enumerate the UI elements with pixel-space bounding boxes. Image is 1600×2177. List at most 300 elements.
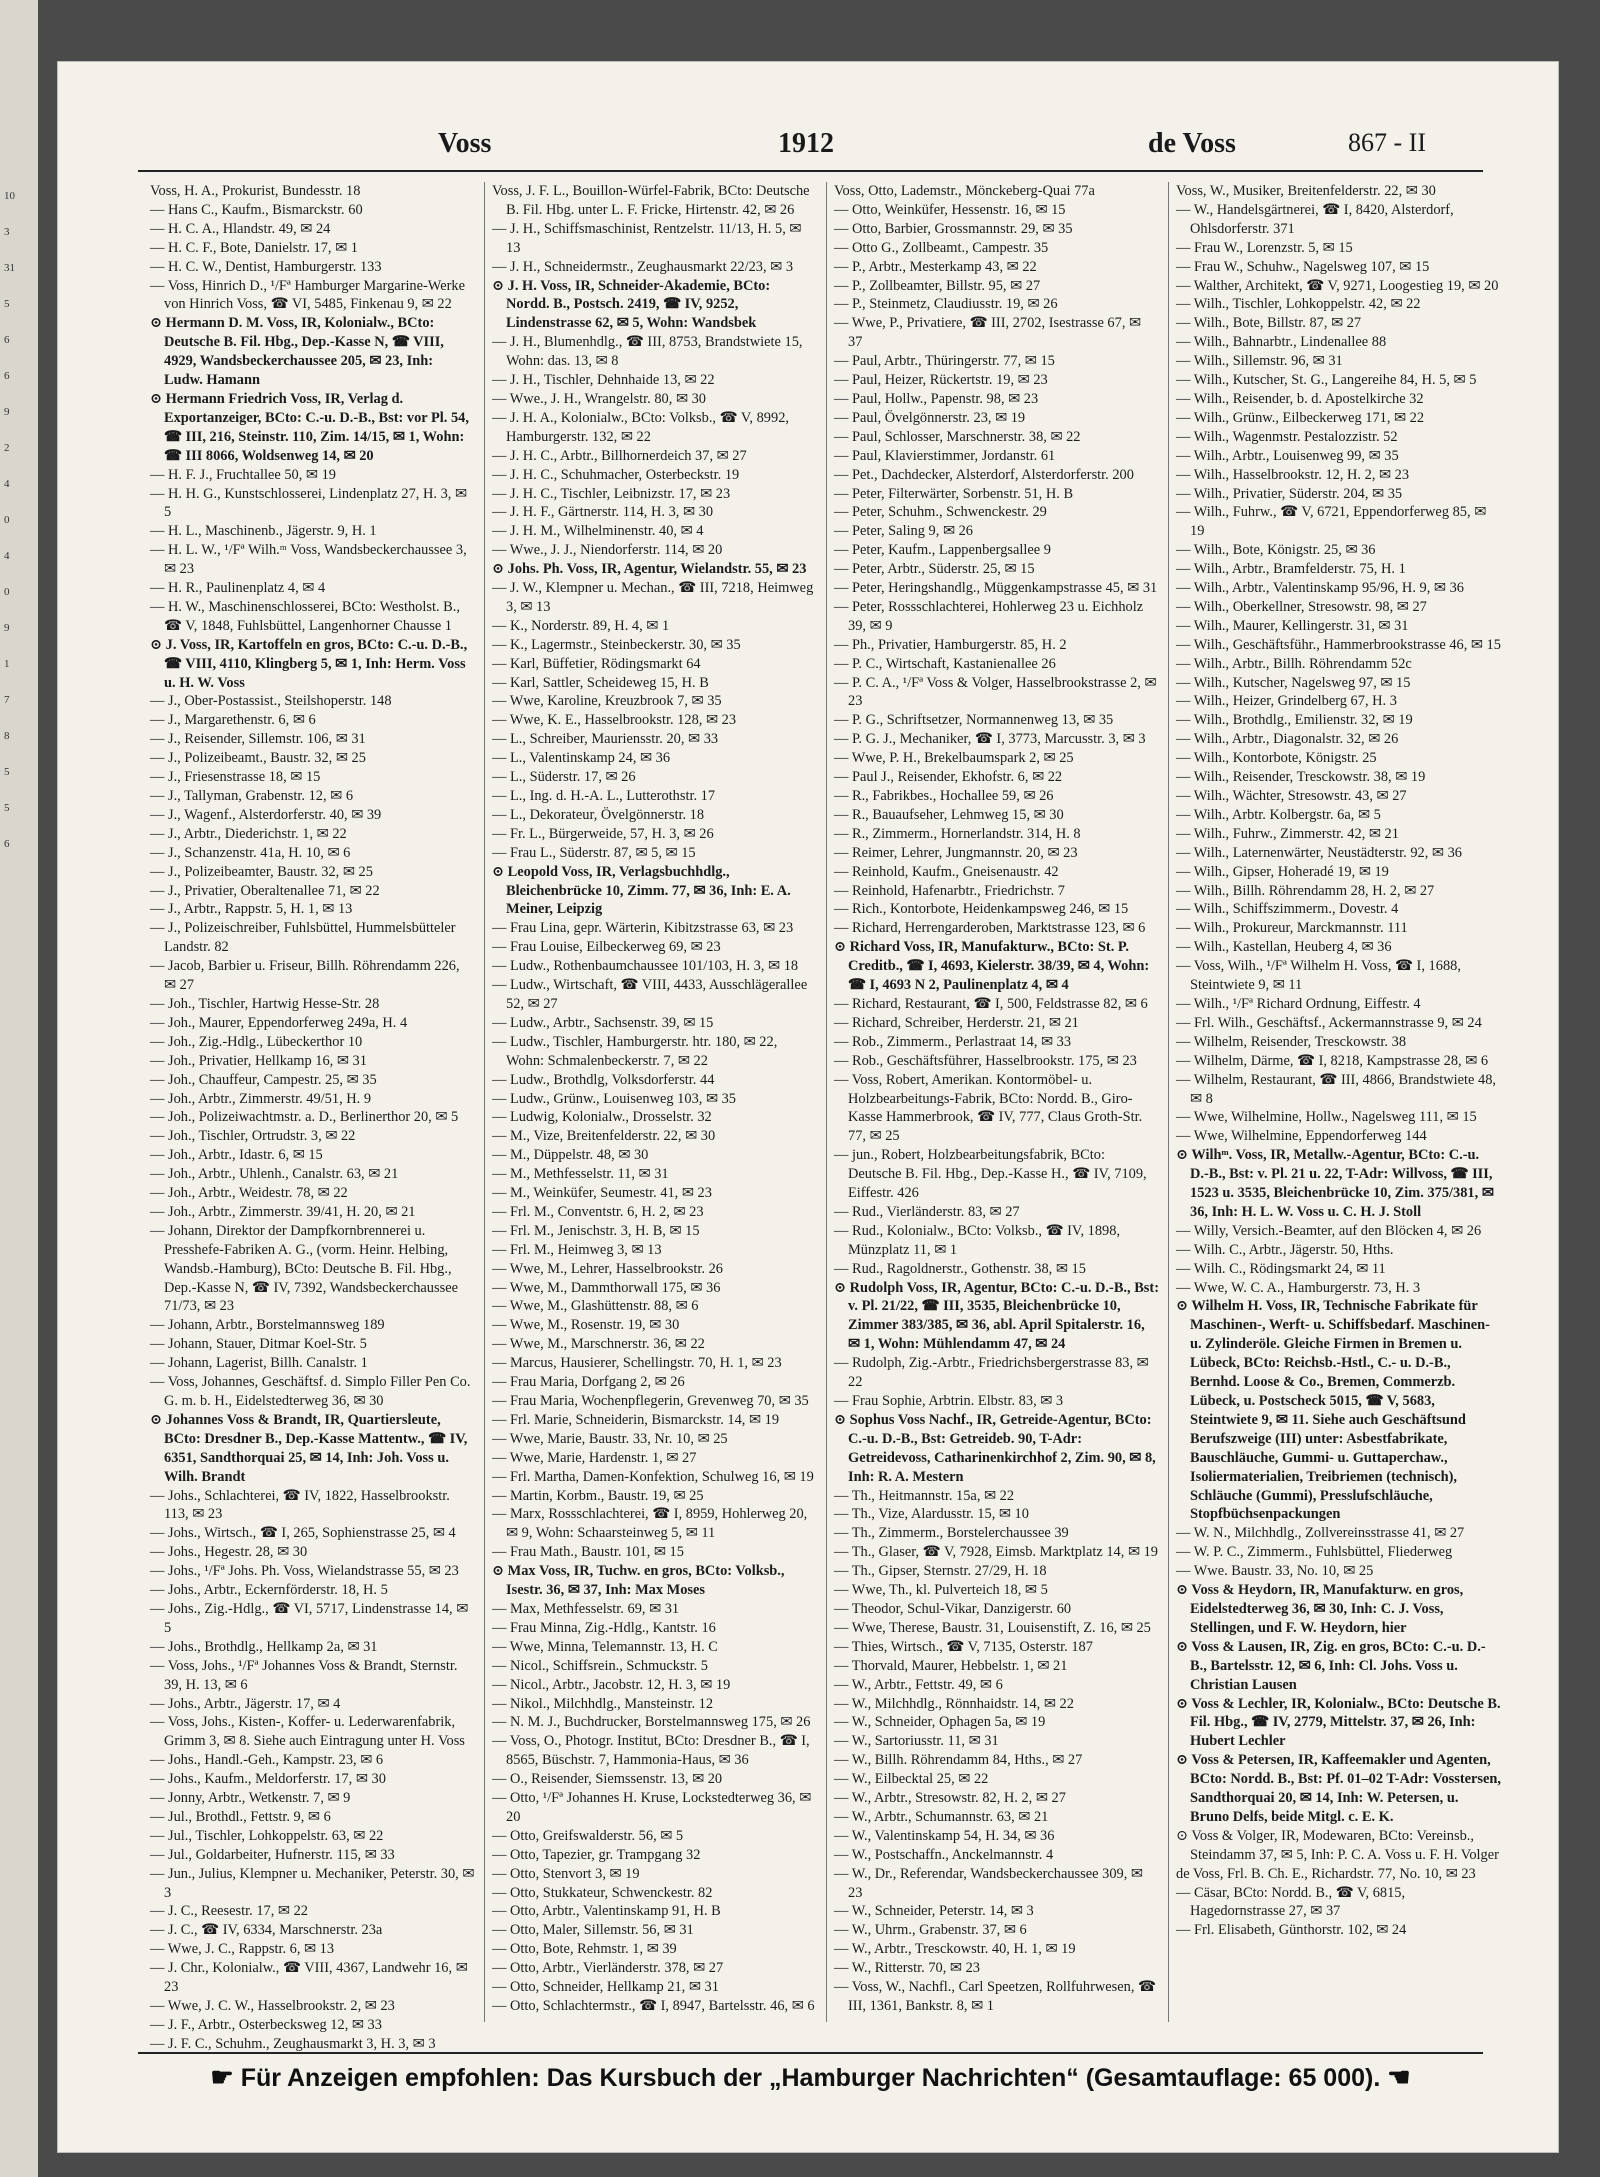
directory-entry: — J., Arbtr., Rappstr. 5, H. 1, ✉ 13 <box>150 901 353 918</box>
directory-entry: — W., Sartoriusstr. 11, ✉ 31 <box>834 1733 999 1750</box>
directory-entry: — Wilhelm, Restaurant, ☎ III, 4866, Brandstwiete 48, ✉ 8 <box>1176 1071 1497 1107</box>
directory-entry: — Voss, Hinrich D., ¹/Fª Hamburger Margarine-Werke von Hinrich Voss, ☎ VI, 5485, Finkenau 9, ✉ 22 <box>150 277 466 313</box>
directory-entry: — Johann, Stauer, Ditmar Koel-Str. 5 <box>150 1336 367 1353</box>
directory-entry: ⊙ Wilhᵐ. Voss, IR, Metallw.-Agentur, BCto: C.-u. D.-B., Bst: v. Pl. 21 u. 22, T-Adr: Willvoss, ☎ III, 1523 u. 3535, Bleichenbrücke 10, Zim. 375/381, ✉ 36, Inh: H. L. W. Voss u. C. H. J. Stoll <box>1176 1147 1494 1220</box>
directory-entry: — Wilh., Kontorbote, Königstr. 25 <box>1176 750 1377 767</box>
directory-entry: — Th., Zimmerm., Borstelerchaussee 39 <box>834 1525 1069 1542</box>
directory-entry: — Jonny, Arbtr., Wetkenstr. 7, ✉ 9 <box>150 1790 351 1807</box>
directory-entry: — J., Reisender, Sillemstr. 106, ✉ 31 <box>150 731 366 748</box>
directory-entry: — jun., Robert, Holzbearbeitungsfabrik, BCto: Deutsche B. Fil. Hbg., Dep.-Kasse H., ☎ IV, 7109, Eiffestr. 426 <box>834 1147 1147 1202</box>
directory-entry: — Frl. M., Conventstr. 6, H. 2, ✉ 23 <box>492 1203 704 1220</box>
directory-entry: — J. H., Schiffsmaschinist, Rentzelstr. 11/13, H. 5, ✉ 13 <box>492 220 802 256</box>
directory-entry: — Peter, Saling 9, ✉ 26 <box>834 523 973 540</box>
directory-entry: — Ludw., Wirtschaft, ☎ VIII, 4433, Ausschlägerallee 52, ✉ 27 <box>492 977 808 1012</box>
directory-entry: — J., Arbtr., Diederichstr. 1, ✉ 22 <box>150 825 347 842</box>
margin-number: 5 <box>4 298 10 310</box>
directory-entry: — Hans C., Kaufm., Bismarckstr. 60 <box>150 201 363 218</box>
directory-entry: — Th., Glaser, ☎ V, 7928, Eimsb. Marktplatz 14, ✉ 19 <box>834 1544 1158 1561</box>
directory-entry: — Joh., Arbtr., Uhlenh., Canalstr. 63, ✉ 21 <box>150 1166 399 1183</box>
directory-entry: — Wwe, Th., kl. Pulverteich 18, ✉ 5 <box>834 1582 1048 1599</box>
margin-number: 0 <box>4 586 10 598</box>
directory-entry: — Ludw., Brothdlg, Volksdorferstr. 44 <box>492 1071 715 1088</box>
directory-entry: — J. H., Schneidermstr., Zeughausmarkt 22/23, ✉ 3 <box>492 258 794 275</box>
directory-entry: — P., Zollbeamter, Billstr. 95, ✉ 27 <box>834 277 1041 294</box>
directory-entry: — Theodor, Schul-Vikar, Danzigerstr. 60 <box>834 1600 1072 1617</box>
directory-entry: — Richard, Schreiber, Herderstr. 21, ✉ 21 <box>834 1014 1079 1031</box>
directory-entry: — Wwe, P. H., Brekelbaumspark 2, ✉ 25 <box>834 750 1074 767</box>
directory-entry: — Ludw., Tischler, Hamburgerstr. htr. 180, ✉ 22, Wohn: Schmalenbeckerstr. 7, ✉ 22 <box>492 1033 778 1069</box>
directory-entry: — Johs., Handl.-Geh., Kampstr. 23, ✉ 6 <box>150 1752 384 1769</box>
directory-entry: — Voss, Johannes, Geschäftsf. d. Simplo Filler Pen Co. G. m. b. H., Eidelstedterweg 36, ✉ 30 <box>150 1374 471 1409</box>
margin-number: 6 <box>4 370 10 382</box>
directory-entry: — Jacob, Barbier u. Friseur, Billh. Röhrendamm 226, ✉ 27 <box>150 958 460 994</box>
directory-entry: — Thies, Wirtsch., ☎ V, 7135, Osterstr. 187 <box>834 1638 1093 1655</box>
directory-entry: — Nikol., Milchhdlg., Mansteinstr. 12 <box>492 1695 714 1712</box>
directory-entry: — Peter, Schuhm., Schwenckestr. 29 <box>834 504 1047 521</box>
directory-entry: — Wilh., Billh. Röhrendamm 28, H. 2, ✉ 27 <box>1176 882 1435 899</box>
directory-entry: — H. W., Maschinenschlosserei, BCto: Westholst. B., ☎ V, 1848, Fuhlsbüttel, Langenhorner Chausse 1 <box>150 598 460 634</box>
directory-entry: — Wwe, Wilhelmine, Eppendorferweg 144 <box>1176 1128 1427 1145</box>
directory-entry: — Frau Maria, Dorfgang 2, ✉ 26 <box>492 1374 685 1391</box>
directory-entry: — Frau Maria, Wochenpflegerin, Grevenweg 70, ✉ 35 <box>492 1393 809 1409</box>
directory-entry: — Otto, Stenvort 3, ✉ 19 <box>492 1865 640 1882</box>
directory-entry: — Th., Gipser, Sternstr. 27/29, H. 18 <box>834 1563 1047 1580</box>
directory-entry: — Frau Math., Baustr. 101, ✉ 15 <box>492 1544 684 1561</box>
directory-columns <box>150 182 1502 2052</box>
directory-entry: — Otto, Stukkateur, Schwenckestr. 82 <box>492 1884 713 1901</box>
directory-entry: — J. H. C., Schuhmacher, Osterbeckstr. 19 <box>492 466 740 483</box>
directory-entry: — Joh., Arbtr., Zimmerstr. 39/41, H. 20, ✉ 21 <box>150 1203 416 1220</box>
margin-number: 5 <box>4 802 10 814</box>
directory-entry: — H. C. F., Bote, Danielstr. 17, ✉ 1 <box>150 239 358 256</box>
directory-entry: — J. Chr., Kolonialw., ☎ VIII, 4367, Landwehr 16, ✉ 23 <box>150 1960 468 1996</box>
column-1 <box>150 182 475 2052</box>
directory-entry: — Johs., Kaufm., Meldorferstr. 17, ✉ 30 <box>150 1771 386 1788</box>
directory-entry: — Rich., Kontorbote, Heidenkampsweg 246, ✉ 15 <box>834 901 1129 918</box>
directory-entry: — Otto, Barbier, Grossmannstr. 29, ✉ 35 <box>834 220 1073 237</box>
directory-entry: — Wwe, M., Marschnerstr. 36, ✉ 22 <box>492 1336 705 1353</box>
directory-entry: — Wilh., Heizer, Grindelberg 67, H. 3 <box>1176 693 1397 710</box>
directory-entry: — P., Arbtr., Mesterkamp 43, ✉ 22 <box>834 258 1037 275</box>
directory-entry: — Joh., Zig.-Hdlg., Lübeckerthor 10 <box>150 1033 363 1050</box>
column-2 <box>492 182 817 2022</box>
margin-number: 31 <box>4 262 15 274</box>
directory-entry: — W., Billh. Röhrendamm 84, Hths., ✉ 27 <box>834 1752 1083 1769</box>
directory-entry: — Wilh., Arbtr., Diagonalstr. 32, ✉ 26 <box>1176 731 1399 748</box>
column-4 <box>1176 182 1501 2022</box>
directory-entry: — Wilh., Arbtr. Kolbergstr. 6a, ✉ 5 <box>1176 806 1381 823</box>
directory-entry: — J. F. C., Schuhm., Zeughausmarkt 3, H. 3, ✉ 3 <box>150 2035 436 2052</box>
directory-entry: — P. G. J., Mechaniker, ☎ I, 3773, Marcusstr. 3, ✉ 3 <box>834 731 1146 748</box>
directory-entry: — Otto, Schneider, Hellkamp 21, ✉ 31 <box>492 1979 719 1996</box>
directory-entry: — W., Schneider, Peterstr. 14, ✉ 3 <box>834 1903 1034 1920</box>
adjacent-page-margin <box>0 0 38 2177</box>
directory-entry: — Voss, Wilh., ¹/Fª Wilhelm H. Voss, ☎ I, 1688, Steintwiete 9, ✉ 11 <box>1176 958 1461 994</box>
directory-entry: ⊙ Leopold Voss, IR, Verlagsbuchhdlg., Bleichenbrücke 10, Zimm. 77, ✉ 36, Inh: E. A. Meiner, Leipzig <box>492 863 791 918</box>
directory-entry: — Joh., Polizeiwachtmstr. a. D., Berlinerthor 20, ✉ 5 <box>150 1109 459 1126</box>
directory-entry: — J. H. M., Wilhelminenstr. 40, ✉ 4 <box>492 523 704 540</box>
margin-number: 8 <box>4 730 10 742</box>
directory-entry: — Wilh., Laternenwärter, Neustädterstr. 92, ✉ 36 <box>1176 844 1462 861</box>
directory-entry: — R., Bauaufseher, Lehmweg 15, ✉ 30 <box>834 806 1064 823</box>
directory-entry: ⊙ Wilhelm H. Voss, IR, Technische Fabrikate für Maschinen-, Werft- u. Schiffsbedarf. Maschinen- u. Zylinderöle. Gleiche Firmen in Bremen u. Lübeck, BCto: Reichsb.-Hstl., C.- u. D.-B., Bernhd. Loose & Co., Bremen, Commerzb. Lübeck, u. Postscheck 5015, ☎ V, 5683, Steintwiete 9, ✉ 11. Siehe auch Geschäftsund Berufszweige (III) unter: Asbestfabrikate, Bauschläuche, Gummi- u. Guttaperchaw., Isoliermaterialien, Treibriemen (technisch), Schläuche (Gummi), Presslufschläuche, Stopfbüchsenpackungen <box>1176 1298 1490 1523</box>
directory-entry: — J., Wagenf., Alsterdorferstr. 40, ✉ 39 <box>150 806 382 823</box>
directory-entry: — Frl. M., Heimweg 3, ✉ 13 <box>492 1241 662 1258</box>
directory-entry: — Wwe. Baustr. 33, No. 10, ✉ 25 <box>1176 1563 1374 1580</box>
margin-number: 3 <box>4 226 10 238</box>
directory-entry: ⊙ Johannes Voss & Brandt, IR, Quartiersleute, BCto: Dresdner B., Dep.-Kasse Mattentw., ☎ IV, 6351, Sandthorquai 25, ✉ 14, Inh: Joh. Voss u. Wilh. Brandt <box>150 1411 468 1485</box>
directory-entry: — Wilh., Geschäftsführ., Hammerbrookstrasse 46, ✉ 15 <box>1176 636 1501 653</box>
directory-entry: — H. H. G., Kunstschlosserei, Lindenplatz 27, H. 3, ✉ 5 <box>150 485 468 521</box>
directory-entry: — Richard, Restaurant, ☎ I, 500, Feldstrasse 82, ✉ 6 <box>834 995 1148 1012</box>
directory-entry: — Paul J., Reisender, Ekhofstr. 6, ✉ 22 <box>834 769 1063 786</box>
directory-entry: — J., Friesenstrasse 18, ✉ 15 <box>150 769 321 786</box>
directory-entry: — Wwe, J. C., Rappstr. 6, ✉ 13 <box>150 1941 335 1958</box>
directory-entry: — Wilh., Oberkellner, Stresowstr. 98, ✉ 27 <box>1176 598 1427 615</box>
directory-entry: — Johs., Brothdlg., Hellkamp 2a, ✉ 31 <box>150 1638 378 1655</box>
directory-entry: — Wilh., ¹/Fª Richard Ordnung, Eiffestr. 4 <box>1176 995 1421 1012</box>
directory-entry: — Wwe, M., Lehrer, Hasselbrookstr. 26 <box>492 1260 723 1277</box>
directory-entry: — Johann, Lagerist, Billh. Canalstr. 1 <box>150 1355 368 1372</box>
directory-entry: — Paul, Arbtr., Thüringerstr. 77, ✉ 15 <box>834 353 1055 370</box>
page-number: 867 - II <box>1348 128 1426 157</box>
directory-entry: — J. H., Tischler, Dehnhaide 13, ✉ 22 <box>492 372 715 389</box>
directory-entry: — Thorvald, Maurer, Hebbelstr. 1, ✉ 21 <box>834 1657 1068 1674</box>
directory-entry: — Voss, Robert, Amerikan. Kontormöbel- u. Holzbearbeitungs-Fabrik, BCto: Nordd. B., Giro-Kasse Hammerbrook, ☎ IV, 777, Claus Groth-Str. 77, ✉ 25 <box>834 1071 1143 1145</box>
directory-entry: — Nicol., Arbtr., Jacobstr. 12, H. 3, ✉ 19 <box>492 1676 731 1693</box>
directory-entry: — J. H. C., Arbtr., Billhornerdeich 37, ✉ 27 <box>492 447 747 464</box>
advertisement-footer <box>138 2062 1483 2102</box>
directory-entry: — J. H. A., Kolonialw., BCto: Volksb., ☎ V, 8992, Hamburgerstr. 132, ✉ 22 <box>492 409 789 445</box>
directory-entry: — W. P. C., Zimmerm., Fuhlsbüttel, Fliederweg <box>1176 1544 1453 1561</box>
pointing-hand-right-icon: ☚ <box>1387 2062 1411 2092</box>
column-divider <box>484 182 485 2022</box>
directory-entry: — Voss, Johs., ¹/Fª Johannes Voss & Brandt, Sternstr. 39, H. 13, ✉ 6 <box>150 1657 458 1693</box>
directory-entry: — W., Schneider, Ophagen 5a, ✉ 19 <box>834 1714 1046 1731</box>
margin-number: 1 <box>4 658 10 670</box>
directory-entry: — J., Tallyman, Grabenstr. 12, ✉ 6 <box>150 788 354 804</box>
directory-entry: — Ludw., Rothenbaumchaussee 101/103, H. 3, ✉ 18 <box>492 958 799 975</box>
directory-entry: — Marx, Rossschlachterei, ☎ I, 8959, Hohlerweg 20, ✉ 9, Wohn: Schaarsteinweg 5, ✉ 11 <box>492 1506 808 1542</box>
directory-entry: — Wilh., Arbtr., Bramfelderstr. 75, H. 1 <box>1176 561 1406 578</box>
directory-entry: — Voss, Johs., Kisten-, Koffer- u. Lederwarenfabrik, Grimm 3, ✉ 8. Siehe auch Eintragung unter H. Voss <box>150 1714 465 1750</box>
directory-entry: — Wilh. C., Arbtr., Jägerstr. 50, Hths. <box>1176 1241 1394 1258</box>
directory-entry: — J., Ober-Postassist., Steilshoperstr. 148 <box>150 693 392 710</box>
directory-entry: — Wwe, Wilhelmine, Hollw., Nagelsweg 111, ✉ 15 <box>1176 1109 1477 1126</box>
directory-entry: — Otto, Arbtr., Vierländerstr. 378, ✉ 27 <box>492 1960 724 1977</box>
directory-entry: — Frau Lina, gepr. Wärterin, Kibitzstrasse 63, ✉ 23 <box>492 920 794 937</box>
directory-entry: — Wilh., Fuhrw., Zimmerstr. 42, ✉ 21 <box>1176 825 1399 842</box>
directory-entry: — Wwe, W. C. A., Hamburgerstr. 73, H. 3 <box>1176 1279 1421 1296</box>
margin-number: 9 <box>4 622 10 634</box>
directory-entry: — Frau L., Süderstr. 87, ✉ 5, ✉ 15 <box>492 844 696 861</box>
directory-entry: — Rud., Vierländerstr. 83, ✉ 27 <box>834 1203 1020 1220</box>
directory-entry: — Walther, Architekt, ☎ V, 9271, Loogestieg 19, ✉ 20 <box>1176 277 1499 294</box>
directory-entry: — W., Uhrm., Grabenstr. 37, ✉ 6 <box>834 1922 1027 1939</box>
directory-entry: ⊙ Sophus Voss Nachf., IR, Getreide-Agentur, BCto: C.-u. D.-B., Bst: Getreideb. 90, T-Adr: Getreidevoss, Catharinenkirchhof 2, Zim. 90, ✉ 8, Inh: R. A. Mestern <box>834 1411 1156 1485</box>
directory-entry: — Richard, Herrengarderoben, Marktstrasse 123, ✉ 6 <box>834 920 1146 937</box>
directory-entry: — Joh., Maurer, Eppendorferweg 249a, H. 4 <box>150 1014 408 1031</box>
directory-entry: — Peter, Heringshandlg., Müggenkampstrasse 45, ✉ 31 <box>834 580 1158 597</box>
directory-entry: — Wilh., Kutscher, Nagelsweg 97, ✉ 15 <box>1176 674 1411 691</box>
directory-entry: — R., Fabrikbes., Hochallee 59, ✉ 26 <box>834 788 1054 804</box>
directory-entry: — Wilh., Schiffszimmerm., Dovestr. 4 <box>1176 901 1399 918</box>
directory-entry: — Wilh., Arbtr., Louisenweg 99, ✉ 35 <box>1176 447 1399 464</box>
directory-entry: — Wilh., Bote, Billstr. 87, ✉ 27 <box>1176 315 1362 332</box>
directory-entry: — Otto, Bote, Rehmstr. 1, ✉ 39 <box>492 1941 677 1958</box>
directory-entry: — Rudolph, Zig.-Arbtr., Friedrichsbergerstrasse 83, ✉ 22 <box>834 1355 1149 1391</box>
directory-entry: — L., Schreiber, Mauriensstr. 20, ✉ 33 <box>492 731 719 748</box>
directory-entry: — K., Lagermstr., Steinbeckerstr. 30, ✉ 35 <box>492 636 741 653</box>
directory-entry: — J. W., Klempner u. Mechan., ☎ III, 7218, Heimweg 3, ✉ 13 <box>492 580 814 615</box>
directory-entry: — Joh., Privatier, Hellkamp 16, ✉ 31 <box>150 1052 367 1069</box>
directory-entry: — Voss, W., Nachfl., Carl Speetzen, Rollfuhrwesen, ☎ III, 1361, Bankstr. 8, ✉ 1 <box>834 1979 1156 2014</box>
directory-entry: — Ph., Privatier, Hamburgerstr. 85, H. 2 <box>834 636 1067 653</box>
directory-entry: — Wilh., Bote, Königstr. 25, ✉ 36 <box>1176 542 1376 559</box>
directory-entry: — Wilh. C., Rödingsmarkt 24, ✉ 11 <box>1176 1260 1386 1277</box>
directory-entry: — Joh., Arbtr., Weidestr. 78, ✉ 22 <box>150 1185 348 1202</box>
directory-entry: — Wwe, M., Rosenstr. 19, ✉ 30 <box>492 1317 680 1334</box>
directory-entry: — Wilh., Gipser, Hoheradé 19, ✉ 19 <box>1176 863 1389 880</box>
directory-entry: — Jul., Goldarbeiter, Hufnerstr. 115, ✉ 33 <box>150 1846 395 1863</box>
directory-entry: — Wilh., Reisender, b. d. Apostelkirche 32 <box>1176 390 1424 407</box>
directory-entry: — P. C. A., ¹/Fª Voss & Volger, Hasselbrookstrasse 2, ✉ 23 <box>834 674 1157 710</box>
directory-entry: — W., Arbtr., Tresckowstr. 40, H. 1, ✉ 19 <box>834 1941 1076 1958</box>
directory-entry: — Frl. Elisabeth, Günthorstr. 102, ✉ 24 <box>1176 1922 1407 1939</box>
directory-entry: — Wilh., Arbtr., Valentinskamp 95/96, H. 9, ✉ 36 <box>1176 580 1464 597</box>
directory-entry: — Wwe, Karoline, Kreuzbrook 7, ✉ 35 <box>492 693 722 710</box>
directory-entry: — Karl, Büffetier, Rödingsmarkt 64 <box>492 655 701 672</box>
directory-entry: — Rob., Zimmerm., Perlastraat 14, ✉ 33 <box>834 1033 1072 1050</box>
directory-entry: ⊙ Rudolph Voss, IR, Agentur, BCto: C.-u. D.-B., Bst: v. Pl. 21/22, ☎ III, 3535, Bleichenbrücke 10, Zimmer 383/385, ✉ 36, abl. April Spitalerstr. 16, ✉ 1, Wohn: Mühlendamm 47, ✉ 24 <box>834 1279 1159 1353</box>
directory-entry: — Frl. Marie, Schneiderin, Bismarckstr. 14, ✉ 19 <box>492 1411 780 1428</box>
directory-entry: — L., Süderstr. 17, ✉ 26 <box>492 769 636 786</box>
directory-entry: — W., Eilbecktal 25, ✉ 22 <box>834 1771 989 1788</box>
directory-entry: ⊙ Voss & Lausen, IR, Zig. en gros, BCto: C.-u. D.-B., Bartelsstr. 12, ✉ 6, Inh: Cl. Johs. Voss u. Christian Lausen <box>1176 1638 1486 1693</box>
directory-entry: — Otto, Schlachtermstr., ☎ I, 8947, Bartelsstr. 46, ✉ 6 <box>492 1998 815 2014</box>
directory-entry: ⊙ Voss & Heydorn, IR, Manufakturw. en gros, Eidelstedterweg 36, ✉ 30, Inh: C. J. Voss, Stellingen, und F. W. Heydorn, hier <box>1176 1582 1464 1636</box>
directory-entry: — Nicol., Schiffsrein., Schmuckstr. 5 <box>492 1657 708 1674</box>
directory-entry: — M., Weinküfer, Seumestr. 41, ✉ 23 <box>492 1185 712 1202</box>
pointing-hand-left-icon: ☛ <box>210 2062 234 2092</box>
directory-entry: — W., Arbtr., Fettstr. 49, ✉ 6 <box>834 1676 1003 1693</box>
directory-entry: — Frau Minna, Zig.-Hdlg., Kantstr. 16 <box>492 1619 716 1636</box>
directory-entry: — Otto, Weinküfer, Hessenstr. 16, ✉ 15 <box>834 201 1066 218</box>
directory-entry: — Wilh., Kutscher, St. G., Langereihe 84, H. 5, ✉ 5 <box>1176 372 1477 389</box>
directory-entry: — Wilh., Reisender, Tresckowstr. 38, ✉ 19 <box>1176 769 1426 786</box>
directory-entry: — Jul., Tischler, Lohkoppelstr. 63, ✉ 22 <box>150 1827 384 1844</box>
directory-entry: Voss, H. A., Prokurist, Bundesstr. 18 <box>150 183 361 199</box>
directory-entry: — Karl, Sattler, Scheideweg 15, H. B <box>492 674 709 691</box>
margin-number: 6 <box>4 838 10 850</box>
header-left-keyword: Voss <box>438 128 492 159</box>
directory-entry: — Joh., Chauffeur, Campestr. 25, ✉ 35 <box>150 1071 377 1088</box>
directory-entry: — Joh., Arbtr., Idastr. 6, ✉ 15 <box>150 1147 323 1164</box>
directory-entry: — Peter, Arbtr., Süderstr. 25, ✉ 15 <box>834 561 1035 578</box>
directory-entry: — Martin, Korbm., Baustr. 19, ✉ 25 <box>492 1487 704 1504</box>
directory-entry: — Wwe, M., Glashüttenstr. 88, ✉ 6 <box>492 1298 699 1315</box>
directory-entry: — Paul, Övelgönnerstr. 23, ✉ 19 <box>834 409 1026 426</box>
directory-entry: ⊙ J. Voss, IR, Kartoffeln en gros, BCto: C.-u. D.-B., ☎ VIII, 4110, Klingberg 5, ✉ 1, Inh: Herm. Voss u. H. W. Voss <box>150 636 468 691</box>
margin-number: 0 <box>4 514 10 526</box>
directory-entry: — W., Valentinskamp 54, H. 34, ✉ 36 <box>834 1827 1055 1844</box>
directory-entry: — Marcus, Hausierer, Schellingstr. 70, H. 1, ✉ 23 <box>492 1355 782 1372</box>
directory-entry: — J., Polizeibeamt., Baustr. 32, ✉ 25 <box>150 750 366 767</box>
directory-entry: — Wilh., Arbtr., Billh. Röhrendamm 52c <box>1176 655 1412 672</box>
directory-entry: — J., Privatier, Oberaltenallee 71, ✉ 22 <box>150 882 380 899</box>
margin-number: 6 <box>4 334 10 346</box>
directory-entry: — Paul, Klavierstimmer, Jordanstr. 61 <box>834 447 1056 464</box>
directory-entry: — Wwe, Marie, Hardenstr. 1, ✉ 27 <box>492 1449 697 1466</box>
directory-entry: — Wilhelm, Därme, ☎ I, 8218, Kampstrasse 28, ✉ 6 <box>1176 1052 1489 1069</box>
directory-entry: — Frau Louise, Eilbeckerweg 69, ✉ 23 <box>492 939 721 956</box>
directory-entry: — Johann, Arbtr., Borstelmannsweg 189 <box>150 1317 385 1334</box>
directory-entry: — Wilhelm, Reisender, Tresckowstr. 38 <box>1176 1033 1407 1050</box>
directory-entry: ⊙ Johs. Ph. Voss, IR, Agentur, Wielandstr. 55, ✉ 23 <box>492 561 807 578</box>
directory-entry: — Wwe, Minna, Telemannstr. 13, H. C <box>492 1638 718 1655</box>
directory-entry: — W., Postschaffn., Anckelmannstr. 4 <box>834 1846 1054 1863</box>
directory-entry: — Voss, O., Photogr. Institut, BCto: Dresdner B., ☎ I, 8565, Büschstr. 7, Hammonia-Haus, ✉ 36 <box>492 1733 810 1769</box>
directory-entry: — Pet., Dachdecker, Alsterdorf, Alsterdorferstr. 200 <box>834 466 1134 483</box>
directory-entry: — M., Düppelstr. 48, ✉ 30 <box>492 1147 649 1164</box>
directory-entry: — R., Zimmerm., Hornerlandstr. 314, H. 8 <box>834 825 1081 842</box>
margin-number: 2 <box>4 442 10 454</box>
directory-entry: — Wilh., Wächter, Stresowstr. 43, ✉ 27 <box>1176 788 1407 804</box>
directory-entry: — Wilh., Bahnarbtr., Lindenallee 88 <box>1176 334 1387 351</box>
directory-entry: ⊙ Voss & Volger, IR, Modewaren, BCto: Vereinsb., Steindamm 37, ✉ 5, Inh: P. C. A. Voss u. F. H. Volger <box>1176 1827 1499 1863</box>
directory-entry: — M., Vize, Breitenfelderstr. 22, ✉ 30 <box>492 1128 716 1145</box>
directory-entry: — H. F. J., Fruchtallee 50, ✉ 19 <box>150 466 336 483</box>
margin-number: 7 <box>4 694 10 706</box>
directory-entry: — Johs., Zig.-Hdlg., ☎ VI, 5717, Lindenstrasse 14, ✉ 5 <box>150 1600 469 1636</box>
directory-entry: — J. C., Reesestr. 17, ✉ 22 <box>150 1903 308 1920</box>
directory-entry: — Wwe, J. C. W., Hasselbrookstr. 2, ✉ 23 <box>150 1998 395 2014</box>
directory-entry: — Reinhold, Kaufm., Gneisenaustr. 42 <box>834 863 1059 880</box>
directory-entry: — Rob., Geschäftsführer, Hasselbrookstr. 175, ✉ 23 <box>834 1052 1137 1069</box>
margin-number: 9 <box>4 406 10 418</box>
directory-entry: — Reinhold, Hafenarbtr., Friedrichstr. 7 <box>834 882 1066 899</box>
directory-entry: — J. H. F., Gärtnerstr. 114, H. 3, ✉ 30 <box>492 504 714 521</box>
directory-entry: — Wwe, Marie, Baustr. 33, Nr. 10, ✉ 25 <box>492 1430 728 1447</box>
directory-entry: — Johs., ¹/Fª Johs. Ph. Voss, Wielandstrasse 55, ✉ 23 <box>150 1563 459 1580</box>
directory-entry: — Otto, Maler, Sillemstr. 56, ✉ 31 <box>492 1922 694 1939</box>
directory-entry: — J., Schanzenstr. 41a, H. 10, ✉ 6 <box>150 844 351 861</box>
directory-entry: — Johs., Arbtr., Eckernförderstr. 18, H. 5 <box>150 1582 388 1599</box>
directory-entry: — Jun., Julius, Klempner u. Mechaniker, Peterstr. 30, ✉ 3 <box>150 1865 475 1901</box>
directory-entry: — Reimer, Lehrer, Jungmannstr. 20, ✉ 23 <box>834 844 1078 861</box>
directory-entry: — Wwe, M., Dammthorwall 175, ✉ 36 <box>492 1279 721 1296</box>
directory-entry: — Otto, Arbtr., Valentinskamp 91, H. B <box>492 1903 721 1920</box>
directory-entry: — H. L., Maschinenb., Jägerstr. 9, H. 1 <box>150 523 377 540</box>
directory-entry: — H. C. W., Dentist, Hamburgerstr. 133 <box>150 258 382 275</box>
directory-entry: — Wilh., Brothdlg., Emilienstr. 32, ✉ 19 <box>1176 712 1413 729</box>
directory-entry: — J. H., Blumenhdlg., ☎ III, 8753, Brandstwiete 15, Wohn: das. 13, ✉ 8 <box>492 334 803 370</box>
directory-entry: ⊙ Hermann D. M. Voss, IR, Kolonialw., BCto: Deutsche B. Fil. Hbg., Dep.-Kasse N, ☎ VIII, 4929, Wandsbeckerchaussee 205, ✉ 23, Inh: Ludw. Hamann <box>150 315 444 389</box>
directory-entry: ⊙ Richard Voss, IR, Manufakturw., BCto: St. P. Creditb., ☎ I, 4693, Kielerstr. 38/39, ✉ 4, Wohn: ☎ I, 4693 N 2, Paulinenplatz 4, ✉ 4 <box>834 939 1150 994</box>
header-right-keyword: de Voss <box>1148 128 1236 159</box>
directory-entry: — Ludw., Arbtr., Sachsenstr. 39, ✉ 15 <box>492 1014 714 1031</box>
margin-number: 5 <box>4 766 10 778</box>
directory-entry: — Frau Sophie, Arbtrin. Elbstr. 83, ✉ 3 <box>834 1393 1064 1409</box>
directory-entry: — Paul, Hollw., Papenstr. 98, ✉ 23 <box>834 390 1039 407</box>
directory-entry: — Wilh., Hasselbrookstr. 12, H. 2, ✉ 23 <box>1176 466 1410 483</box>
directory-entry: — Wwe., J. J., Niendorferstr. 114, ✉ 20 <box>492 542 723 559</box>
directory-entry: — Th., Heitmannstr. 15a, ✉ 22 <box>834 1487 1015 1504</box>
directory-entry: — Otto, Greifswalderstr. 56, ✉ 5 <box>492 1827 684 1844</box>
directory-entry: — L., Valentinskamp 24, ✉ 36 <box>492 750 671 767</box>
directory-entry: — Johs., Wirtsch., ☎ I, 265, Sophienstrasse 25, ✉ 4 <box>150 1525 456 1542</box>
directory-entry: — Jul., Brothdl., Fettstr. 9, ✉ 6 <box>150 1808 331 1825</box>
directory-entry: — Peter, Rossschlachterei, Hohlerweg 23 u. Eichholz 39, ✉ 9 <box>834 598 1144 634</box>
directory-entry: — Wwe., J. H., Wrangelstr. 80, ✉ 30 <box>492 390 706 407</box>
directory-entry: — J. C., ☎ IV, 6334, Marschnerstr. 23a <box>150 1922 383 1939</box>
directory-entry: — J., Polizeischreiber, Fuhlsbüttel, Hummelsbütteler Landstr. 82 <box>150 920 456 956</box>
directory-entry: — Wilh., Prokureur, Marckmannstr. 111 <box>1176 920 1408 937</box>
directory-entry: — Otto, ¹/Fª Johannes H. Kruse, Lockstedterweg 36, ✉ 20 <box>492 1790 812 1825</box>
directory-entry: — W., Handelsgärtnerei, ☎ I, 8420, Alsterdorf, Ohlsdorferstr. 371 <box>1176 201 1454 237</box>
directory-entry: — N. M. J., Buchdrucker, Borstelmannsweg 175, ✉ 26 <box>492 1714 811 1731</box>
directory-entry: — Wwe, P., Privatiere, ☎ III, 2702, Isestrasse 67, ✉ 37 <box>834 315 1142 351</box>
directory-entry: — W., Milchhdlg., Rönnhaidstr. 14, ✉ 22 <box>834 1695 1074 1712</box>
directory-entry: — Wilh., Kastellan, Heuberg 4, ✉ 36 <box>1176 939 1392 956</box>
directory-entry: — Joh., Tischler, Hartwig Hesse-Str. 28 <box>150 995 380 1012</box>
directory-entry: ⊙ Voss & Lechler, IR, Kolonialw., BCto: Deutsche B. Fil. Hbg., ☎ IV, 2779, Mittelstr. 37, ✉ 26, Inh: Hubert Lechler <box>1176 1695 1501 1750</box>
directory-entry: — J., Margarethenstr. 6, ✉ 6 <box>150 712 316 729</box>
directory-entry: — M., Methfesselstr. 11, ✉ 31 <box>492 1166 669 1183</box>
directory-entry: Voss, Otto, Lademstr., Mönckeberg-Quai 77a <box>834 183 1095 199</box>
directory-entry: — Johs., Arbtr., Jägerstr. 17, ✉ 4 <box>150 1695 341 1712</box>
directory-entry: — Paul, Schlosser, Marschnerstr. 38, ✉ 22 <box>834 428 1081 445</box>
directory-entry: — Peter, Kaufm., Lappenbergsallee 9 <box>834 542 1051 559</box>
directory-entry: — H. C. A., Hlandstr. 49, ✉ 24 <box>150 220 331 237</box>
directory-entry: — Joh., Arbtr., Zimmerstr. 49/51, H. 9 <box>150 1090 372 1107</box>
directory-entry: — K., Norderstr. 89, H. 4, ✉ 1 <box>492 617 670 634</box>
directory-entry: — Otto G., Zollbeamt., Campestr. 35 <box>834 239 1049 256</box>
directory-entry: — Joh., Tischler, Ortrudstr. 3, ✉ 22 <box>150 1128 356 1145</box>
directory-entry: — Cäsar, BCto: Nordd. B., ☎ V, 6815, Hagedornstrasse 27, ✉ 37 <box>1176 1884 1406 1920</box>
directory-entry: — O., Reisender, Siemssenstr. 13, ✉ 20 <box>492 1771 723 1788</box>
column-divider <box>1168 182 1169 2022</box>
directory-entry: — Rud., Ragoldnerstr., Gothenstr. 38, ✉ 15 <box>834 1260 1086 1277</box>
directory-entry: ⊙ Voss & Petersen, IR, Kaffeemakler und Agenten, BCto: Nordd. B., Bst: Pf. 01–02 T-Adr: Vosstersen, Sandthorquai 20, ✉ 14, Inh: W. Petersen, u. Bruno Delfs, beide Mitgl. c. E. K. <box>1176 1752 1502 1825</box>
directory-entry: — Th., Vize, Alardusstr. 15, ✉ 10 <box>834 1506 1029 1523</box>
directory-entry: — Johann, Direktor der Dampfkornbrennerei u. Presshefe-Fabriken A. G., (vorm. Heinr. Helbing, Wandsb.-Hamburg), BCto: Deutsche B. Fil. Hbg., Dep.-Kasse N, ☎ IV, 7392, Wandsbeckerchaussee 71/73, ✉ 23 <box>150 1222 458 1315</box>
margin-number: 4 <box>4 478 10 490</box>
directory-entry: — P., Steinmetz, Claudiusstr. 19, ✉ 26 <box>834 296 1058 313</box>
directory-entry: — Wilh., Sillemstr. 96, ✉ 31 <box>1176 353 1343 370</box>
directory-entry: — J. F., Arbtr., Osterbecksweg 12, ✉ 33 <box>150 2016 382 2033</box>
directory-entry: ⊙ Hermann Friedrich Voss, IR, Verlag d. Exportanzeiger, BCto: C.-u. D.-B., Bst: vor Pl. 54, ☎ III, 216, Steinstr. 110, Zim. 14/15, ✉ 1, Wohn: ☎ III 8066, Woldsenweg 14, ✉ 20 <box>150 390 469 464</box>
directory-entry: — P. C., Wirtschaft, Kastanienallee 26 <box>834 655 1056 672</box>
directory-entry: — W. N., Milchhdlg., Zollvereinsstrasse 41, ✉ 27 <box>1176 1525 1465 1542</box>
directory-entry: — Max, Methfesselstr. 69, ✉ 31 <box>492 1600 680 1617</box>
directory-entry: — P. G., Schriftsetzer, Normannenweg 13, ✉ 35 <box>834 712 1114 729</box>
directory-entry: — Frl. M., Jenischstr. 3, H. B, ✉ 15 <box>492 1222 700 1239</box>
footer-rule <box>138 2052 1483 2054</box>
directory-entry: — W., Arbtr., Stresowstr. 82, H. 2, ✉ 27 <box>834 1790 1066 1807</box>
directory-entry: — W., Arbtr., Schumannstr. 63, ✉ 21 <box>834 1808 1049 1825</box>
directory-entry: — Wilh., Maurer, Kellingerstr. 31, ✉ 31 <box>1176 617 1409 634</box>
directory-entry: — L., Dekorateur, Övelgönnerstr. 18 <box>492 806 705 823</box>
footer-advert-text: Für Anzeigen empfohlen: Das Kursbuch der „Hamburger Nachrichten“ (Gesamtauflage: 65 000). <box>240 2064 1381 2092</box>
directory-entry: — Wilh., Wagenmstr. Pestalozzistr. 52 <box>1176 428 1398 445</box>
column-divider <box>826 182 827 2022</box>
directory-entry: — Wwe, K. E., Hasselbrookstr. 128, ✉ 23 <box>492 712 737 729</box>
header-year: 1912 <box>778 128 834 159</box>
directory-entry: — Wilh., Tischler, Lohkoppelstr. 42, ✉ 22 <box>1176 296 1421 313</box>
directory-page <box>58 62 1558 2152</box>
directory-entry: — H. L. W., ¹/Fª Wilh.ᵐ Voss, Wandsbeckerchaussee 3, ✉ 23 <box>150 542 467 578</box>
